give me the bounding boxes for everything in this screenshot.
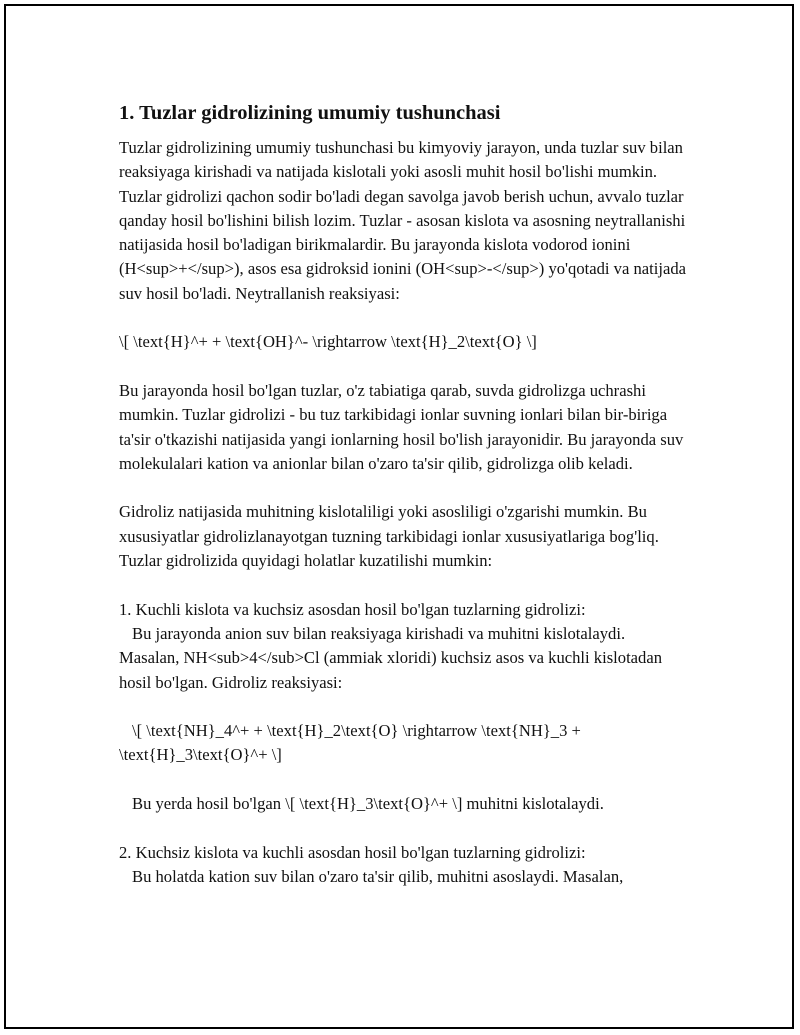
page-frame [4, 4, 794, 1029]
case-2-body: Bu holatda kation suv bilan o'zaro ta'sir qilib, muhitni asoslaydi. Masalan, [132, 866, 624, 886]
case-1-title: 1. Kuchli kislota va kuchsiz asosdan hosil bo'lgan tuzlarning gidrolizi: [119, 599, 586, 619]
case-1-equation: \[ \text{NH}_4^+ + \text{H}_2\text{O} \rightarrow \text{NH}_3 + \text{H}_3\text{O}^+ \] [119, 721, 581, 765]
section-heading: 1. Tuzlar gidrolizining umumiy tushunchasi [119, 102, 501, 124]
medium-change-paragraph: Gidroliz natijasida muhitning kislotaliligi yoki asosliligi o'zgarishi mumkin. Bu xususiyatlar gidrolizlanayotgan tuzning tarkibidagi ionlar xususiyatlariga bog'liq. Tuzlar gidrolizida quyidagi holatlar kuzatilishi mumkin: [119, 502, 659, 571]
neutralization-equation: \[ \text{H}^+ + \text{OH}^- \rightarrow \text{H}_2\text{O} \] [119, 332, 537, 352]
document-body [119, 100, 689, 889]
intro-paragraph: Tuzlar gidrolizining umumiy tushunchasi bu kimyoviy jarayon, unda tuzlar suv bilan reaksiyaga kirishadi va natijada kislotali yoki asosli muhit hosil bo'lishi mumkin. Tuzlar gidrolizi qachon sodir bo'ladi degan savolga javob berish uchun, avvalo tuzlar qanday hosil bo'lishini bilish lozim. Tuzlar - asosan kislota va asosning neytrallanishi natijasida hosil bo'ladigan birikmalardir. Bu jarayonda kislota vodorod ionini (H<sup>+</sup>), asos esa gidroksid ionini (OH<sup>-</sup>) yo'qotadi va natijada suv hosil bo'ladi. Neytrallanish reaksiyasi: [119, 138, 686, 303]
salts-hydrolysis-paragraph: Bu jarayonda hosil bo'lgan tuzlar, o'z tabiatiga qarab, suvda gidrolizga uchrashi mumkin. Tuzlar gidrolizi - bu tuz tarkibidagi ionlar suvning ionlari bilan bir-biriga ta'sir o'tkazishi natijasida yangi ionlarning hosil bo'lish jarayonidir. Bu jarayonda suv molekulalari kation va anionlar bilan o'zaro ta'sir qilib, gidrolizga olib keladi. [119, 380, 684, 473]
case-2-title: 2. Kuchsiz kislota va kuchli asosdan hosil bo'lgan tuzlarning gidrolizi: [119, 842, 586, 862]
case-1-conclusion: Bu yerda hosil bo'lgan \[ \text{H}_3\text{O}^+ \] muhitni kislotalaydi. [132, 794, 604, 814]
case-1-body: Bu jarayonda anion suv bilan reaksiyaga kirishadi va muhitni kislotalaydi. Masalan, NH<sub>4</sub>Cl (ammiak xloridi) kuchsiz asos va kuchli kislotadan hosil bo'lgan. Gidroliz reaksiyasi: [119, 623, 662, 692]
